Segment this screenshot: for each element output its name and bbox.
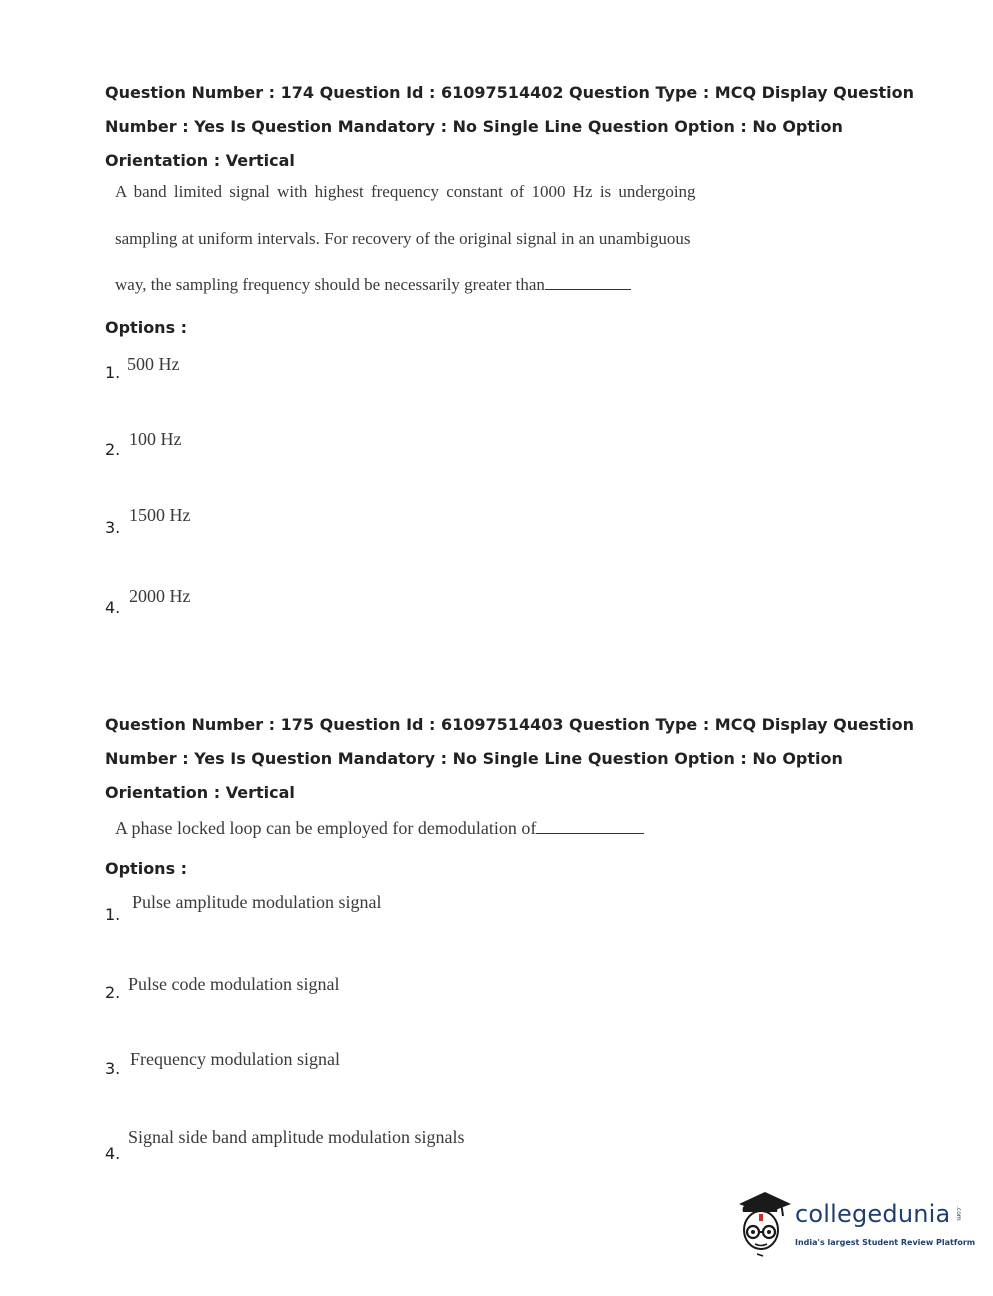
option-text: 1500 Hz — [129, 505, 191, 525]
option-text: Pulse amplitude modulation signal — [132, 892, 382, 912]
option-number: 3. — [105, 518, 121, 537]
option-number: 1. — [105, 363, 121, 382]
logo-suffix: .com — [955, 1206, 962, 1221]
option-number: 1. — [105, 905, 121, 924]
question-174-meta — [105, 76, 915, 178]
question-174-text-line-2: sampling at uniform intervals. For recovery of the original signal in an unambiguous — [115, 229, 691, 248]
option-text: Signal side band amplitude modulation signals — [128, 1127, 465, 1147]
question-174-text: way, the sampling frequency should be necessarily greater than — [115, 275, 545, 294]
question-175-meta — [105, 708, 915, 810]
option-text: Pulse code modulation signal — [128, 974, 340, 994]
question-175-text-line-1 — [115, 818, 644, 839]
logo-name: collegedunia — [795, 1200, 951, 1228]
options-label: Options : — [105, 859, 188, 878]
meta-line: Number : Yes Is Question Mandatory : No Single Line Question Option : No Option — [105, 117, 843, 136]
meta-line: Orientation : Vertical — [105, 783, 295, 802]
question-175-text: A phase locked loop can be employed for demodulation of — [115, 818, 537, 838]
meta-line: Question Number : 174 Question Id : 61097514402 Question Type : MCQ Display Question — [105, 83, 915, 102]
option-text: 100 Hz — [129, 429, 182, 449]
mascot-icon — [735, 1190, 793, 1258]
question-174-text-line-1: A band limited signal with highest frequency constant of 1000 Hz is undergoing — [115, 182, 696, 201]
collegedunia-logo — [735, 1190, 976, 1260]
option-number: 4. — [105, 598, 121, 617]
option-text: 500 Hz — [127, 354, 180, 374]
meta-line: Number : Yes Is Question Mandatory : No Single Line Question Option : No Option — [105, 749, 843, 768]
option-number: 2. — [105, 983, 121, 1002]
option-number: 3. — [105, 1059, 121, 1078]
question-174-text-line-3 — [115, 275, 631, 295]
option-text: 2000 Hz — [129, 586, 191, 606]
options-label: Options : — [105, 318, 188, 337]
answer-blank — [536, 819, 644, 834]
logo-tagline: India's largest Student Review Platform — [795, 1238, 976, 1247]
option-text: Frequency modulation signal — [130, 1049, 340, 1069]
option-number: 4. — [105, 1144, 121, 1163]
meta-line: Orientation : Vertical — [105, 151, 295, 170]
meta-line: Question Number : 175 Question Id : 61097514403 Question Type : MCQ Display Question — [105, 715, 915, 734]
option-number: 2. — [105, 440, 121, 459]
answer-blank — [545, 275, 631, 290]
